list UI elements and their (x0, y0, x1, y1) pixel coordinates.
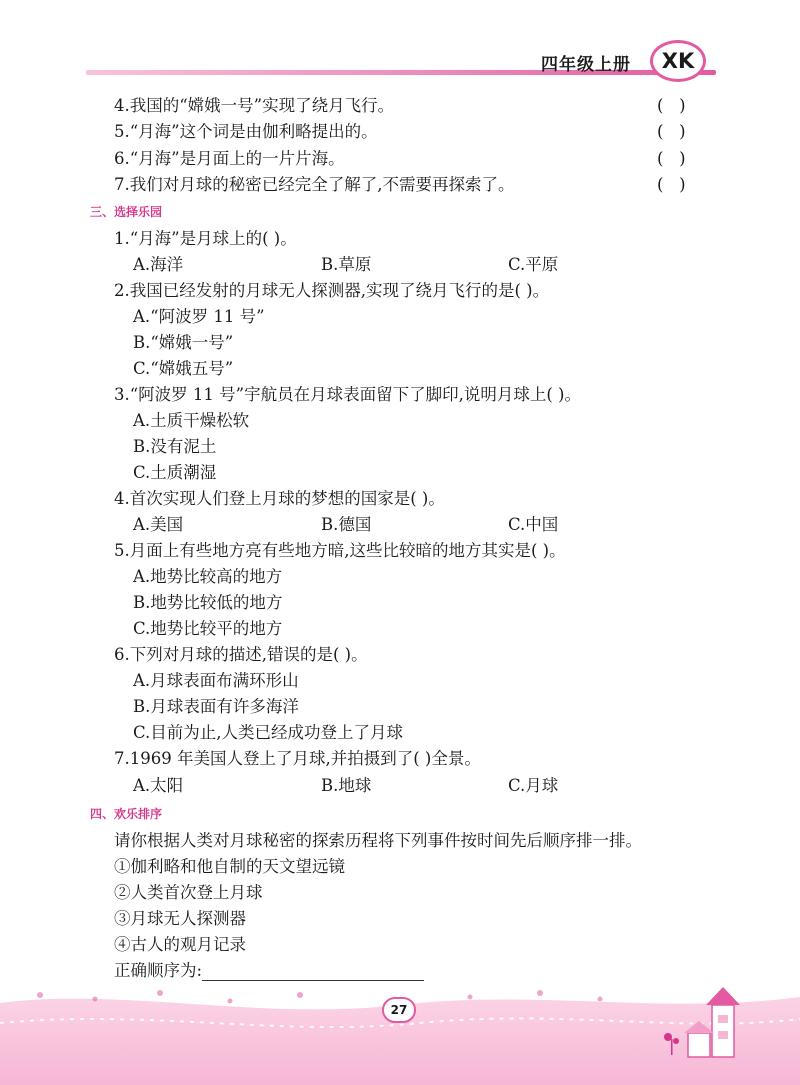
sort-instruction: 请你根据人类对月球秘密的探索历程将下列事件按时间先后顺序排一排。 (114, 831, 642, 850)
judge-answer-5[interactable]: ( ) (657, 122, 686, 141)
q2-stem: 2.我国已经发射的月球无人探测器,实现了绕月飞行的是( )。 (114, 281, 550, 300)
q5-option-b[interactable]: B.地势比较低的地方 (133, 593, 283, 612)
q5-option-a[interactable]: A.地势比较高的地方 (133, 567, 283, 586)
judge-item-7: 7.我们对月球的秘密已经完全了解了,不需要再探索了。 (114, 175, 515, 194)
judge-answer-4[interactable]: ( ) (657, 96, 686, 115)
q6-option-c[interactable]: C.目前为止,人类已经成功登上了月球 (133, 723, 404, 742)
q1-option-b[interactable]: B.草原 (321, 255, 372, 274)
q4-option-c[interactable]: C.中国 (508, 515, 559, 534)
q2-option-b[interactable]: B.“嫦娥一号” (133, 333, 234, 352)
footer-wave (0, 975, 800, 1085)
q4-option-b[interactable]: B.德国 (321, 515, 372, 534)
section-4-title: 四、欢乐排序 (90, 807, 163, 821)
judge-item-4: 4.我国的“嫦娥一号”实现了绕月飞行。 (114, 96, 395, 115)
q7-option-b[interactable]: B.地球 (321, 776, 372, 795)
q5-option-c[interactable]: C.地势比较平的地方 (133, 619, 283, 638)
q7-option-a[interactable]: A.太阳 (133, 776, 184, 795)
subject-badge: XK (650, 40, 706, 82)
section-3-title: 三、选择乐园 (90, 205, 163, 219)
q1-option-c[interactable]: C.平原 (508, 255, 559, 274)
q3-option-c[interactable]: C.土质潮湿 (133, 463, 217, 482)
sort-item-3: ③月球无人探测器 (114, 909, 246, 928)
q2-option-c[interactable]: C.“嫦娥五号” (133, 359, 234, 378)
q6-option-b[interactable]: B.月球表面有许多海洋 (133, 697, 299, 716)
q3-option-a[interactable]: A.土质干燥松软 (133, 411, 250, 430)
q1-stem: 1.“月海”是月球上的( )。 (114, 229, 297, 248)
q4-stem: 4.首次实现人们登上月球的梦想的国家是( )。 (114, 489, 445, 508)
q6-option-a[interactable]: A.月球表面布满环形山 (133, 671, 299, 690)
grade-label: 四年级上册 (541, 55, 631, 75)
judge-item-6: 6.“月海”是月面上的一片片海。 (114, 149, 345, 168)
answer-label: 正确顺序为: (114, 961, 203, 980)
q5-stem: 5.月面上有些地方亮有些地方暗,这些比较暗的地方其实是( )。 (114, 541, 566, 560)
judge-item-5: 5.“月海”这个词是由伽利略提出的。 (114, 122, 378, 141)
q2-option-a[interactable]: A.“阿波罗 11 号” (133, 307, 265, 326)
q4-option-a[interactable]: A.美国 (133, 515, 184, 534)
sort-item-1: ①伽利略和他自制的天文望远镜 (114, 857, 345, 876)
q7-option-c[interactable]: C.月球 (508, 776, 559, 795)
page-number: 27 (382, 997, 416, 1023)
q6-stem: 6.下列对月球的描述,错误的是( )。 (114, 645, 368, 664)
q3-option-b[interactable]: B.没有泥土 (133, 437, 217, 456)
q3-stem: 3.“阿波罗 11 号”宇航员在月球表面留下了脚印,说明月球上( )。 (114, 385, 581, 404)
q7-stem: 7.1969 年美国人登上了月球,并拍摄到了( )全景。 (114, 749, 481, 768)
q1-option-a[interactable]: A.海洋 (133, 255, 184, 274)
sort-item-2: ②人类首次登上月球 (114, 883, 263, 902)
sort-item-4: ④古人的观月记录 (114, 935, 246, 954)
judge-answer-7[interactable]: ( ) (657, 175, 686, 194)
judge-answer-6[interactable]: ( ) (657, 149, 686, 168)
